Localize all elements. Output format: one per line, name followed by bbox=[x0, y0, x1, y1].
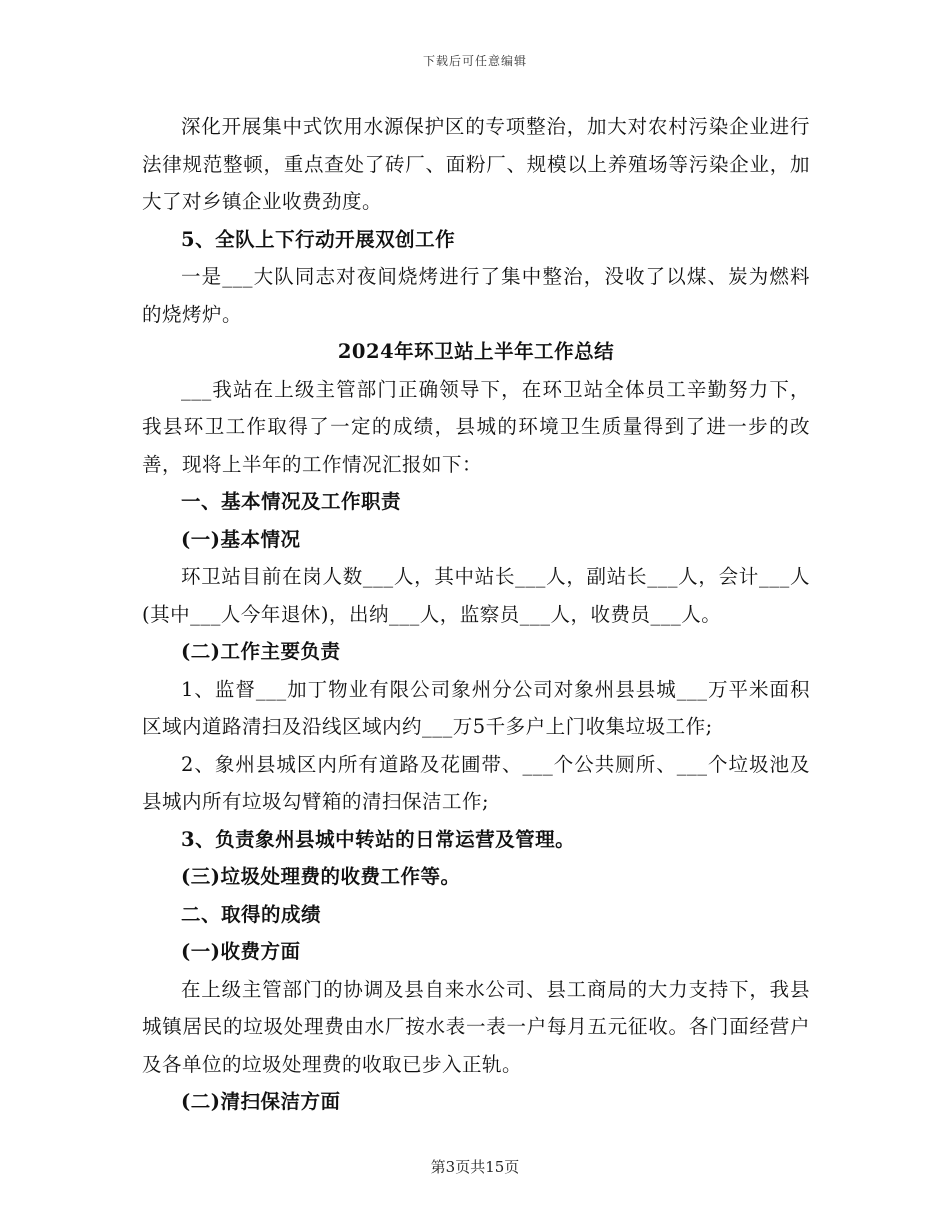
paragraph: 环卫站目前在岗人数___人，其中站长___人，副站长___人，会计___人(其中___人今年退休)，出纳___人，监察员___人，收费员___人。 bbox=[142, 565, 810, 626]
document-title: 2024年环卫站上半年工作总结 bbox=[337, 340, 615, 363]
section-heading: 5、全队上下行动开展双创工作 bbox=[181, 227, 456, 251]
paragraph: ___我站在上级主管部门正确领导下，在环卫站全体员工辛勤努力下，我县环卫工作取得了一定的成绩，县城的环境卫生质量得到了进一步的改善，现将上半年的工作情况汇报如下： bbox=[142, 377, 810, 476]
paragraph: 2、象州县城区内所有道路及花圃带、___个公共厕所、___个垃圾池及县城内所有垃圾勾臂箱的清扫保洁工作; bbox=[142, 752, 810, 813]
document-body bbox=[142, 108, 810, 1121]
subsection-heading: (一)基本情况 bbox=[181, 527, 301, 551]
subsection-heading: (三)垃圾处理费的收费工作等。 bbox=[181, 865, 461, 888]
subsection-heading: (二)工作主要负责 bbox=[181, 640, 341, 663]
page-footer: 第3页共15页 bbox=[430, 1158, 520, 1176]
section-heading: 一、基本情况及工作职责 bbox=[181, 490, 402, 513]
paragraph-bold: 3、负责象州县城中转站的日常运营及管理。 bbox=[181, 827, 576, 851]
paragraph: 深化开展集中式饮用水源保护区的专项整治，加大对农村污染企业进行法律规范整顿，重点查处了砖厂、面粉厂、规模以上养殖场等污染企业，加大了对乡镇企业收费劲度。 bbox=[142, 115, 810, 213]
paragraph: 在上级主管部门的协调及县自来水公司、县工商局的大力支持下，我县城镇居民的垃圾处理费由水厂按水表一表一户每月五元征收。各门面经营户及各单位的垃圾处理费的收取已步入正轨。 bbox=[142, 977, 810, 1076]
subsection-heading: (二)清扫保洁方面 bbox=[181, 1090, 341, 1113]
page-header: 下载后可任意编辑 bbox=[422, 54, 527, 68]
subsection-heading: (一)收费方面 bbox=[181, 940, 301, 963]
paragraph: 1、监督___加丁物业有限公司象州分公司对象州县县城___万平米面积区域内道路清扫及沿线区域内约___万5千多户上门收集垃圾工作; bbox=[142, 677, 810, 738]
paragraph: 一是___大队同志对夜间烧烤进行了集中整治，没收了以煤、炭为燃料的烧烤炉。 bbox=[142, 265, 810, 326]
section-heading: 二、取得的成绩 bbox=[181, 902, 322, 926]
